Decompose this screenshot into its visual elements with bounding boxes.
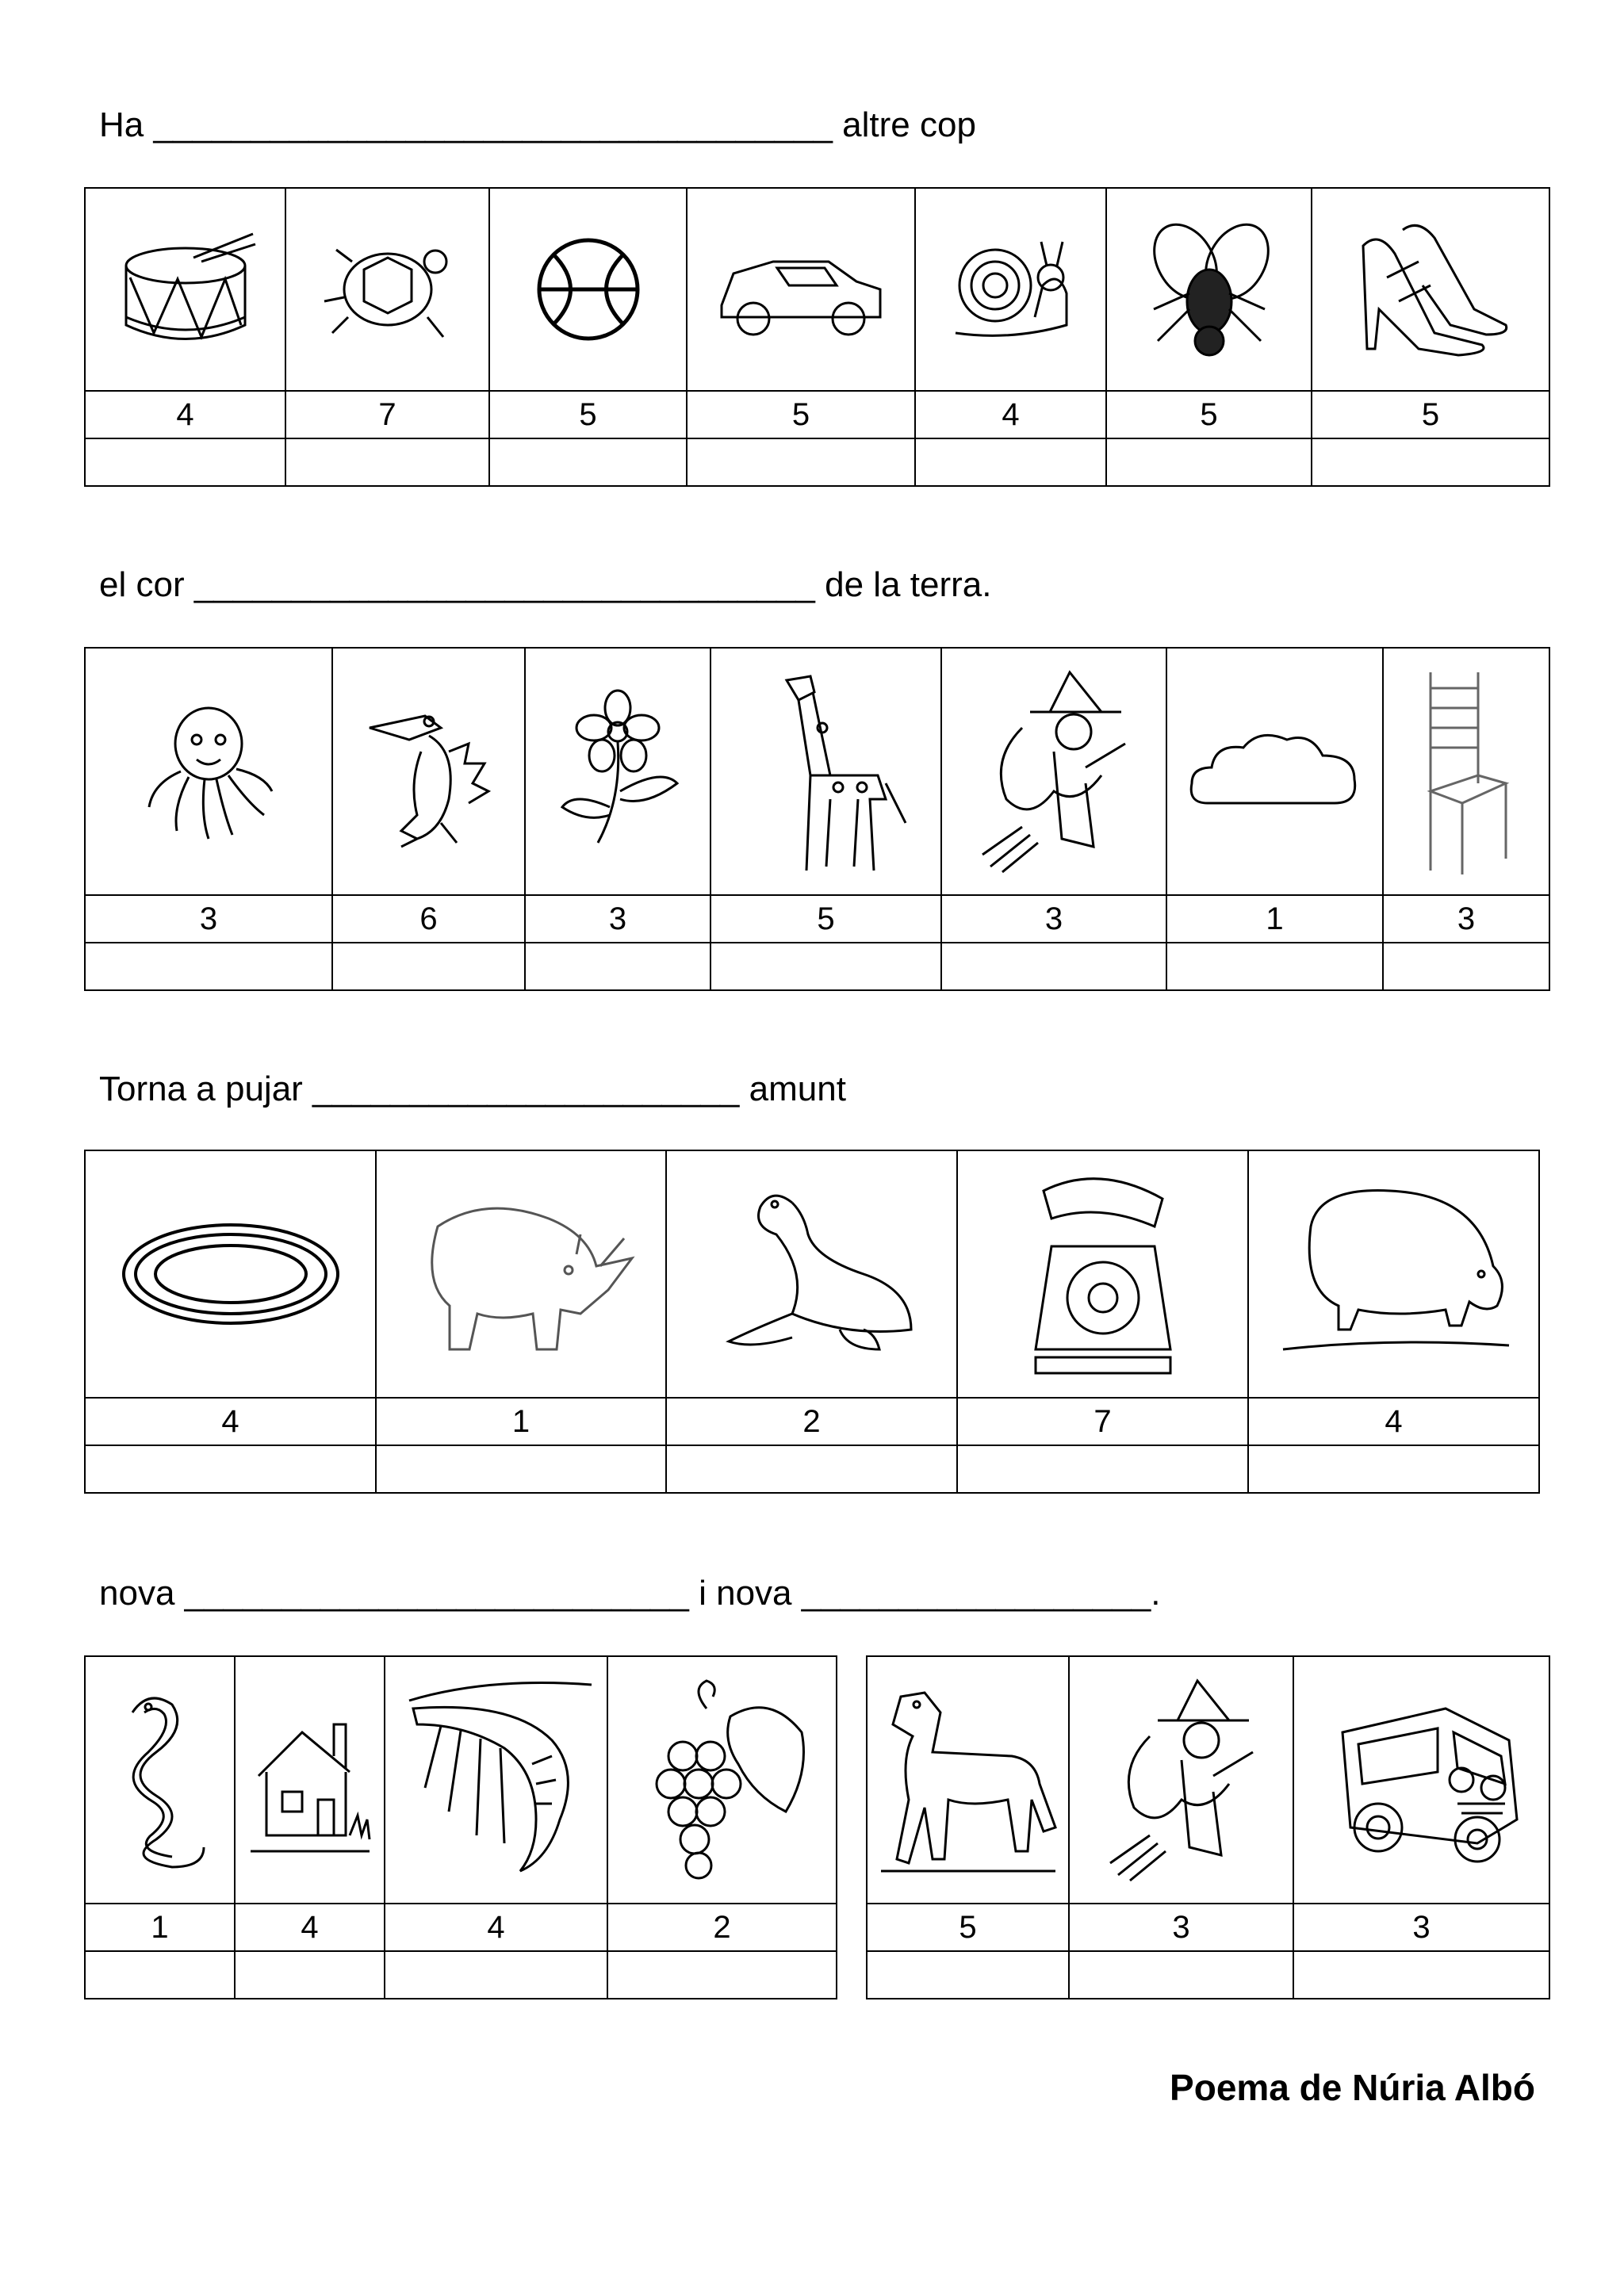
- count-turtle: 7: [285, 391, 489, 438]
- cell-seal: [666, 1150, 957, 1398]
- flower-icon: [550, 688, 685, 855]
- picture-table-1: [84, 187, 1550, 487]
- count-seal: 2: [666, 1398, 957, 1445]
- cloud-icon: [1184, 724, 1366, 819]
- count-ball: 5: [489, 391, 687, 438]
- plate-icon: [116, 1211, 346, 1337]
- car-icon: [710, 230, 892, 349]
- witch-icon: [1102, 1673, 1261, 1887]
- cell-pig: [1248, 1150, 1539, 1398]
- answer-cell[interactable]: [235, 1951, 385, 1999]
- cell-turtle: [285, 188, 489, 391]
- answer-cell[interactable]: [285, 438, 489, 486]
- cell-shoes: [1312, 188, 1549, 391]
- cell-snail: [915, 188, 1106, 391]
- answer-cell[interactable]: [85, 438, 285, 486]
- drum-icon: [114, 222, 257, 357]
- answer-cell[interactable]: [1312, 438, 1549, 486]
- witch-icon: [975, 664, 1133, 878]
- count-fly: 5: [1106, 391, 1312, 438]
- cell-car: [687, 188, 915, 391]
- house-icon: [247, 1697, 373, 1863]
- cell-witch-2: [1069, 1656, 1293, 1904]
- turtle-icon: [316, 222, 459, 357]
- count-telephone: 7: [957, 1398, 1248, 1445]
- answer-cell[interactable]: [489, 438, 687, 486]
- crocodile-icon: [354, 688, 504, 855]
- picture-table-4a: [84, 1655, 837, 1999]
- answer-cell[interactable]: [85, 1951, 235, 1999]
- cell-giraffe: [710, 648, 941, 895]
- answer-cell[interactable]: [85, 1445, 376, 1493]
- answer-cell[interactable]: [1248, 1445, 1539, 1493]
- count-giraffe: 5: [710, 895, 941, 943]
- count-house: 4: [235, 1904, 385, 1951]
- poem-line-3: Torna a pujar ______________________ amunt: [99, 1070, 846, 1108]
- ball-icon: [529, 230, 648, 349]
- count-shoes: 5: [1312, 391, 1549, 438]
- count-plate: 4: [85, 1398, 376, 1445]
- count-octopus: 3: [85, 895, 332, 943]
- cell-cloud: [1166, 648, 1383, 895]
- chair-icon: [1415, 664, 1518, 878]
- count-witch: 3: [941, 895, 1166, 943]
- count-chair: 3: [1383, 895, 1549, 943]
- cell-crocodile: [332, 648, 525, 895]
- cell-flower: [525, 648, 710, 895]
- snail-icon: [940, 222, 1082, 357]
- rhino-icon: [406, 1179, 636, 1369]
- poem-line-2: el cor ________________________________ de la terra.: [99, 565, 992, 604]
- answer-cell[interactable]: [1293, 1951, 1549, 1999]
- cell-plate: [85, 1150, 376, 1398]
- count-snake: 1: [85, 1904, 235, 1951]
- answer-cell[interactable]: [1069, 1951, 1293, 1999]
- answer-cell[interactable]: [1383, 943, 1549, 990]
- count-horse: 5: [867, 1904, 1069, 1951]
- cell-horse: [867, 1656, 1069, 1904]
- answer-cell[interactable]: [1166, 943, 1383, 990]
- picture-table-3: [84, 1150, 1540, 1494]
- cell-shrimp: [385, 1656, 607, 1904]
- cell-house: [235, 1656, 385, 1904]
- answer-cell[interactable]: [85, 943, 332, 990]
- cell-chair: [1383, 648, 1549, 895]
- answer-cell[interactable]: [957, 1445, 1248, 1493]
- count-snail: 4: [915, 391, 1106, 438]
- count-pig: 4: [1248, 1398, 1539, 1445]
- fly-icon: [1138, 214, 1281, 365]
- answer-cell[interactable]: [687, 438, 915, 486]
- count-rhino: 1: [376, 1398, 666, 1445]
- count-cloud: 1: [1166, 895, 1383, 943]
- answer-cell[interactable]: [385, 1951, 607, 1999]
- shrimp-icon: [393, 1677, 599, 1883]
- count-grapes: 2: [607, 1904, 837, 1951]
- cell-telephone: [957, 1150, 1248, 1398]
- count-witch: 3: [1069, 1904, 1293, 1951]
- count-drum: 4: [85, 391, 285, 438]
- picture-table-4b: [866, 1655, 1550, 1999]
- answer-cell[interactable]: [332, 943, 525, 990]
- answer-cell[interactable]: [376, 1445, 666, 1493]
- cell-witch: [941, 648, 1166, 895]
- answer-cell[interactable]: [1106, 438, 1312, 486]
- count-crocodile: 6: [332, 895, 525, 943]
- cell-truck: [1293, 1656, 1549, 1904]
- poem-line-1: Ha ___________________________________ altre cop: [99, 105, 976, 144]
- answer-cell[interactable]: [710, 943, 941, 990]
- answer-cell[interactable]: [867, 1951, 1069, 1999]
- answer-cell[interactable]: [941, 943, 1166, 990]
- horse-icon: [877, 1681, 1059, 1879]
- pig-icon: [1271, 1179, 1517, 1369]
- grapes-icon: [627, 1677, 818, 1883]
- shoes-icon: [1347, 214, 1514, 365]
- cell-rhino: [376, 1150, 666, 1398]
- truck-icon: [1319, 1693, 1525, 1867]
- poem-credit: Poema de Núria Albó: [1170, 2067, 1535, 2108]
- octopus-icon: [137, 696, 280, 847]
- cell-ball: [489, 188, 687, 391]
- answer-cell[interactable]: [666, 1445, 957, 1493]
- giraffe-icon: [743, 664, 910, 878]
- telephone-icon: [1020, 1167, 1186, 1381]
- answer-cell[interactable]: [607, 1951, 837, 1999]
- answer-cell[interactable]: [525, 943, 710, 990]
- count-truck: 3: [1293, 1904, 1549, 1951]
- count-flower: 3: [525, 895, 710, 943]
- poem-line-4: nova __________________________ i nova __________________.: [99, 1574, 1161, 1613]
- seal-icon: [705, 1171, 919, 1377]
- cell-fly: [1106, 188, 1312, 391]
- count-shrimp: 4: [385, 1904, 607, 1951]
- answer-cell[interactable]: [915, 438, 1106, 486]
- count-car: 5: [687, 391, 915, 438]
- picture-table-2: [84, 647, 1550, 991]
- snake-icon: [101, 1681, 220, 1879]
- cell-grapes: [607, 1656, 837, 1904]
- cell-octopus: [85, 648, 332, 895]
- cell-snake: [85, 1656, 235, 1904]
- cell-drum: [85, 188, 285, 391]
